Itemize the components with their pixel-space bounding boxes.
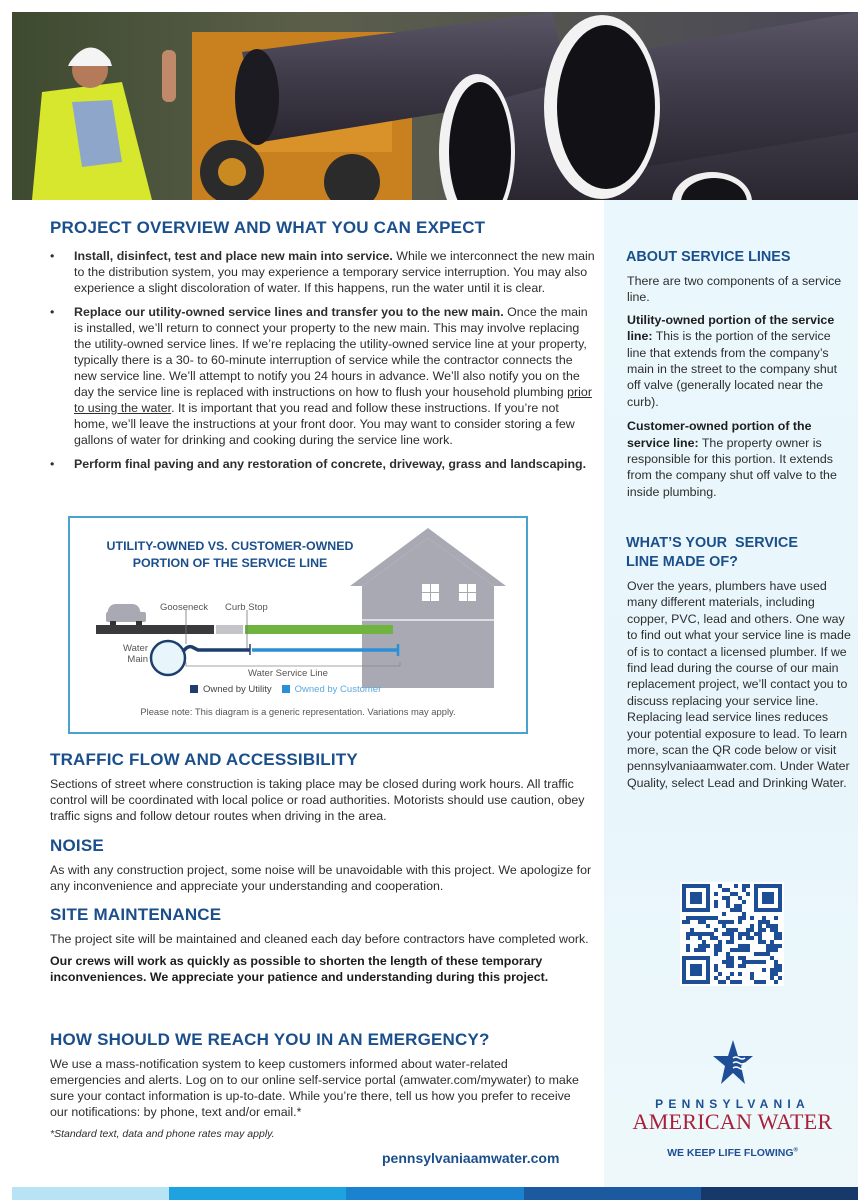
diagram-note: Please note: This diagram is a generic representation. Variations may apply. <box>140 706 456 717</box>
emergency-text: We use a mass-notification system to keep customers informed about water-related emergencies and alerts. Log on to our online self-service portal (amwater.com/mywater) to make sure your contact information is up-to-date. While you’re there, tell us how you prefer to receive our notifications: by phone, text and/or email.* <box>50 1057 579 1119</box>
traffic-text: Sections of street where construction is taking place may be closed during work hours. All traffic control will be coordinated with local police or road authorities. Motorists should use caution, obey traffic signs and follow detour routes when driving in the area. <box>50 777 585 823</box>
about-customer-lead: Customer-owned portion of the service line: <box>627 419 812 450</box>
footer-stripe <box>169 1187 346 1200</box>
overview-heading: PROJECT OVERVIEW AND WHAT YOU CAN EXPECT <box>50 218 486 237</box>
emergency-heading: HOW SHOULD WE REACH YOU IN AN EMERGENCY? <box>50 1030 490 1049</box>
item-text: While we interconnect the new main to the distribution system, you may experience a temporary service interruption. You may also experience a slight discoloration of water. If this happens, run the water until it is clear. <box>74 249 595 295</box>
emergency-section <box>50 1030 580 1142</box>
material-heading <box>626 534 798 572</box>
about-customer-text: The property owner is responsible for this portion. It extends from the company shut off valve to the inside plumbing. <box>627 435 837 499</box>
noise-text: As with any construction project, some noise will be unavoidable with this project. We apologize for any inconvenience and appreciate your understanding and cooperation. <box>50 863 592 893</box>
legend-swatch <box>190 685 198 693</box>
legend-item-customer <box>282 684 382 695</box>
item-text: Once the main is installed, we’ll return to connect your property to the new main. This may involve replacing the utility-owned service lines. If we’re replacing the utility-owned service line at your property, typically there is a 30- to 60-minute interruption of service while the contractor connects the new service line. We’ll attempt to notify you 24 hours in advance. We’ll also notify you on the day the service line is replaced with instructions on how to flush your household plumbing <box>74 305 588 399</box>
diagram-graphic <box>70 518 526 732</box>
item-lead: Replace our utility-owned service lines and transfer you to the new main. <box>74 305 504 319</box>
about-utility-lead: Utility-owned portion of the service line: <box>627 312 835 344</box>
item-text: . It is important that you read and follow these instructions. If you’re not home, we’ll leave the instructions at your front door. You may want to consider storing a few gallons of water for drinking and cooking during the service line work. <box>74 401 575 447</box>
diagram-title-line: PORTION OF THE SERVICE LINE <box>132 556 328 570</box>
qr-code-icon <box>680 882 784 986</box>
site-heading: SITE MAINTENANCE <box>50 905 222 924</box>
item-underlined: prior to using the water <box>74 385 592 415</box>
hero-photo <box>12 12 858 200</box>
car-icon <box>106 604 146 625</box>
diagram-legend <box>190 684 381 695</box>
logo-tagline <box>630 1147 835 1159</box>
qr-code[interactable] <box>680 882 784 986</box>
legend-swatch <box>282 685 290 693</box>
about-section <box>627 273 852 500</box>
material-text: Over the years, plumbers have used many different materials, including copper, PVC, lead and others. One way to find out what your service line is made of is to contact a licensed plumber. If we find lead during the course of our main replacement project, we’ll contact you to discuss replacing your service line. Replacing lead service lines reduces your potential exposure to lead. To learn more, scan the QR code below or visit pennsylvaniaamwater.com. Under Water Quality, select Lead and Drinking Water. <box>627 579 851 790</box>
company-logo <box>630 1038 835 1159</box>
utility-line <box>183 647 250 652</box>
footer-stripe <box>524 1187 701 1200</box>
about-customer <box>627 418 852 500</box>
logo-state: PENNSYLVANIA <box>655 1097 810 1111</box>
material-heading-line: LINE MADE OF? <box>626 554 738 570</box>
service-line-diagram <box>68 516 528 734</box>
overview-item <box>50 304 595 448</box>
bullet-icon: • <box>50 457 55 471</box>
site-text: The project site will be maintained and cleaned each day before contractors have completed work. <box>50 932 589 946</box>
diagram-title-line: UTILITY-OWNED VS. CUSTOMER-OWNED <box>106 539 354 553</box>
traffic-section <box>50 750 595 824</box>
noise-section <box>50 836 595 894</box>
footer-stripe <box>701 1187 858 1200</box>
water-main-label <box>122 643 148 665</box>
curb-stop-label: Curb Stop <box>225 602 268 613</box>
house-icon <box>362 538 494 688</box>
overview-item <box>50 248 595 296</box>
legend-item-utility <box>190 684 272 695</box>
tagline-text: WE KEEP LIFE FLOWING <box>667 1147 794 1159</box>
site-bold-text: Our crews will work as quickly as possible to shorten the length of these temporary inconveniences. We appreciate your patience and understanding during this project. <box>50 954 549 984</box>
about-utility-text: This is the portion of the service line that extends from the company’s main in the street to the company shut off valve (generally located near the curb). <box>627 329 838 409</box>
legend-label: Owned by Customer <box>294 684 382 695</box>
lawn-bar <box>245 625 393 634</box>
footer-stripe <box>346 1187 524 1200</box>
water-main-label-line: Water <box>123 643 148 654</box>
construction-photo-illustration <box>12 12 858 200</box>
traffic-heading: TRAFFIC FLOW AND ACCESSIBILITY <box>50 750 358 769</box>
logo-company: AMERICAN WATER <box>632 1109 833 1134</box>
website-link[interactable]: pennsylvaniaamwater.com <box>382 1150 560 1166</box>
overview-list <box>50 248 595 472</box>
site-section <box>50 905 595 985</box>
water-main-label-line: Main <box>127 654 148 665</box>
bullet-icon: • <box>50 305 55 319</box>
about-intro: There are two components of a service line. <box>627 274 842 305</box>
noise-heading: NOISE <box>50 836 104 855</box>
legend-label: Owned by Utility <box>203 684 272 695</box>
about-utility <box>627 312 852 410</box>
road-bar <box>96 625 214 634</box>
item-lead: Perform final paving and any restoration of concrete, driveway, grass and landscaping. <box>74 457 587 471</box>
gooseneck-label: Gooseneck <box>160 602 209 613</box>
registered-mark: ® <box>793 1147 798 1154</box>
main-column <box>50 218 595 480</box>
bullet-icon: • <box>50 249 55 263</box>
water-main-icon <box>151 641 185 675</box>
material-heading-line: WHAT’S YOUR SERVICE <box>626 535 798 551</box>
about-heading: ABOUT SERVICE LINES <box>626 249 791 265</box>
water-service-line-label: Water Service Line <box>248 668 328 679</box>
overview-item <box>50 456 595 472</box>
emergency-footnote: *Standard text, data and phone rates may apply. <box>50 1128 275 1140</box>
sidewalk-bar <box>216 625 243 634</box>
star-water-icon <box>713 1038 753 1086</box>
footer-stripe <box>12 1187 169 1200</box>
item-lead: Install, disinfect, test and place new main into service. <box>74 249 393 263</box>
